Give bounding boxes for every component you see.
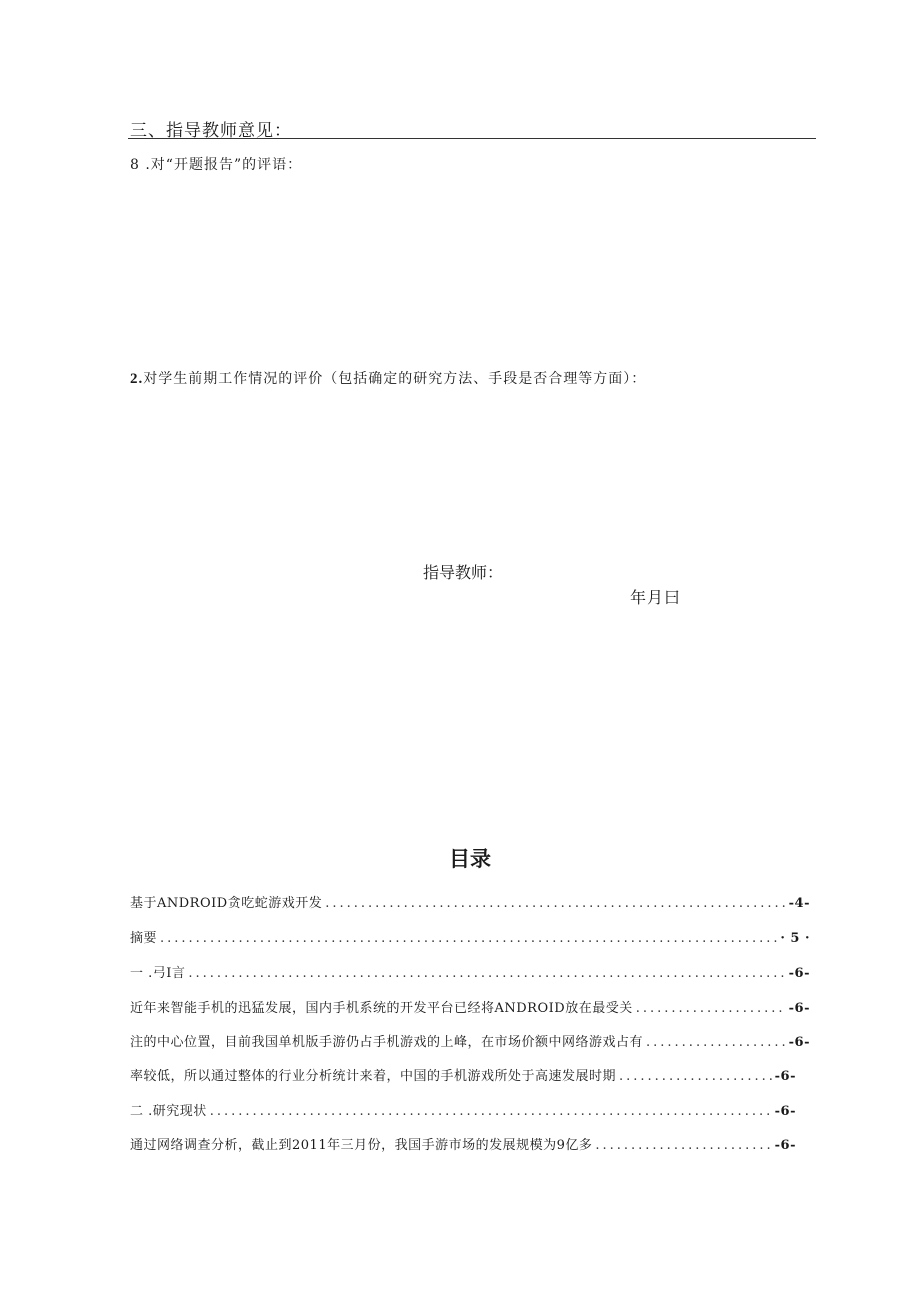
toc-page-number: -6- <box>788 966 810 981</box>
heading-divider <box>128 138 816 139</box>
toc-page-number: -6- <box>788 1001 810 1016</box>
leader-dots <box>619 1069 772 1084</box>
toc-entry-text: 近年来智能手机的迅猛发展，国内手机系统的开发平台已经将ANDROID放在最受关 <box>130 1001 633 1016</box>
toc-entry[interactable] <box>130 1065 796 1085</box>
leader-dots <box>325 896 785 911</box>
toc-page-number: -4- <box>788 896 810 911</box>
date-label: 年月曰 <box>630 588 682 607</box>
leader-dots <box>210 1104 772 1119</box>
toc-entry-text: 摘要 <box>130 931 158 946</box>
toc-page-number: · 5 · <box>780 931 810 946</box>
toc-entry-text: 二 .研究现状 <box>130 1104 207 1119</box>
toc-entry-text: 基于ANDROID贪吃蛇游戏开发 <box>130 896 323 911</box>
leader-dots <box>646 1035 786 1050</box>
prior-work-evaluation-prompt <box>130 368 646 388</box>
toc-title: 目录 <box>449 847 491 871</box>
toc-page-number: -6- <box>774 1069 796 1084</box>
leader-dots <box>636 1001 786 1016</box>
toc-entry[interactable] <box>130 962 810 982</box>
toc-entry-text: 注的中心位置，目前我国单机版手游仍占手机游戏的上峰，在市场价额中网络游戏占有 <box>130 1035 644 1050</box>
toc-page-number: -6- <box>788 1035 810 1050</box>
leader-dots <box>160 931 777 946</box>
item-number: 2. <box>130 371 144 387</box>
leader-dots <box>188 966 785 981</box>
toc-entry[interactable] <box>130 997 810 1017</box>
toc-entry-text: 率较低，所以通过整体的行业分析统计来着，中国的手机游戏所处于高速发展时期 <box>130 1069 617 1084</box>
advisor-signature-label: 指导教师： <box>423 563 504 582</box>
toc-entry[interactable] <box>130 1134 796 1154</box>
toc-page-number: -6- <box>774 1104 796 1119</box>
toc-entry-text: 一 .弓I言 <box>130 966 186 981</box>
section-heading: 三、指导教师意见： <box>130 121 292 141</box>
toc-entry-text: 通过网络调查分析，截止到2011年三月份，我国手游市场的发展规模为9亿多 <box>130 1138 593 1153</box>
toc-entry[interactable] <box>130 927 810 947</box>
toc-entry[interactable] <box>130 1031 810 1051</box>
prompt-text: 对学生前期工作情况的评价（包括确定的研究方法、手段是否合理等方面）： <box>143 371 647 387</box>
toc-page-number: -6- <box>774 1138 796 1153</box>
report-comment-prompt: 8 .对“开题报告”的评语： <box>130 157 303 173</box>
toc-entry[interactable] <box>130 892 810 912</box>
leader-dots <box>595 1138 771 1153</box>
toc-entry[interactable] <box>130 1100 796 1120</box>
